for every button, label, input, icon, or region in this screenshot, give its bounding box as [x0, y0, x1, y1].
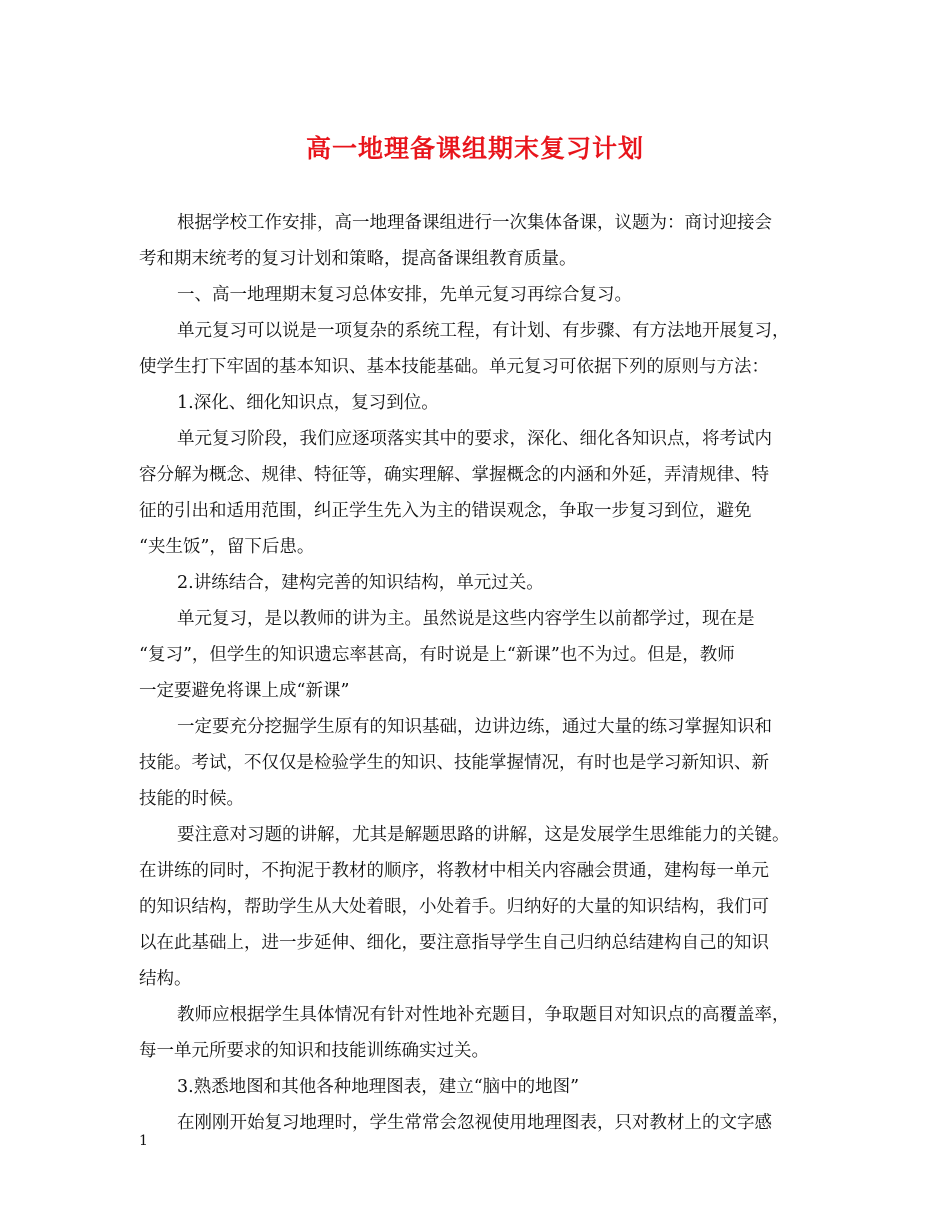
text-line: 结构。 — [139, 969, 192, 989]
text-line: “复习”，但学生的知识遗忘率甚高，有时说是上“新课”也不为过。但是，教师 — [139, 645, 735, 665]
text-line: 根据学校工作安排，高一地理备课组进行一次集体备课，议题为：商讨迎接会 — [177, 213, 772, 233]
text-line: 考和期末统考的复习计划和策略，提高备课组教育质量。 — [139, 249, 577, 269]
document-title: 高一地理备课组期末复习计划 — [305, 134, 644, 163]
document-body — [139, 205, 819, 1141]
text-line: 1.深化、细化知识点，复习到位。 — [177, 393, 439, 413]
text-line: 教师应根据学生具体情况有针对性地补充题目，争取题目对知识点的高覆盖率， — [177, 1005, 790, 1025]
text-line: 单元复习，是以教师的讲为主。虽然说是这些内容学生以前都学过，现在是 — [177, 609, 755, 629]
text-line: 技能的时候。 — [139, 789, 244, 809]
text-line: 一定要避免将课上成“新课” — [139, 681, 350, 701]
text-line: “夹生饭”，留下后患。 — [139, 537, 315, 557]
text-line: 以在此基础上，进一步延伸、细化，要注意指导学生自己归纳总结建构自己的知识 — [139, 933, 769, 953]
text-line: 一、高一地理期末复习总体安排，先单元复习再综合复习。 — [177, 285, 632, 305]
text-line: 的知识结构，帮助学生从大处着眼，小处着手。归纳好的大量的知识结构，我们可 — [139, 897, 769, 917]
page-number: 1 — [139, 1133, 148, 1149]
text-line: 征的引出和适用范围，纠正学生先入为主的错误观念，争取一步复习到位，避免 — [139, 501, 752, 521]
text-line: 使学生打下牢固的基本知识、基本技能基础。单元复习可依据下列的原则与方法： — [139, 357, 769, 377]
text-line: 单元复习阶段，我们应逐项落实其中的要求，深化、细化各知识点，将考试内 — [177, 429, 772, 449]
text-line: 单元复习可以说是一项复杂的系统工程，有计划、有步骤、有方法地开展复习， — [177, 321, 790, 341]
text-line: 在讲练的同时，不拘泥于教材的顺序，将教材中相关内容融会贯通，建构每一单元 — [139, 861, 769, 881]
text-line: 3.熟悉地图和其他各种地理图表，建立“脑中的地图” — [177, 1077, 580, 1097]
text-line: 在刚刚开始复习地理时，学生常常会忽视使用地理图表，只对教材上的文字感 — [177, 1113, 772, 1133]
text-line: 2.讲练结合，建构完善的知识结构，单元过关。 — [177, 573, 544, 593]
text-line: 一定要充分挖掘学生原有的知识基础，边讲边练，通过大量的练习掌握知识和 — [177, 717, 772, 737]
text-line: 容分解为概念、规律、特征等，确实理解、掌握概念的内涵和外延，弄清规律、特 — [139, 465, 769, 485]
text-line: 技能。考试，不仅仅是检验学生的知识、技能掌握情况，有时也是学习新知识、新 — [139, 753, 769, 773]
text-line: 要注意对习题的讲解，尤其是解题思路的讲解，这是发展学生思维能力的关键。 — [177, 825, 790, 845]
text-line: 每一单元所要求的知识和技能训练确实过关。 — [139, 1041, 489, 1061]
